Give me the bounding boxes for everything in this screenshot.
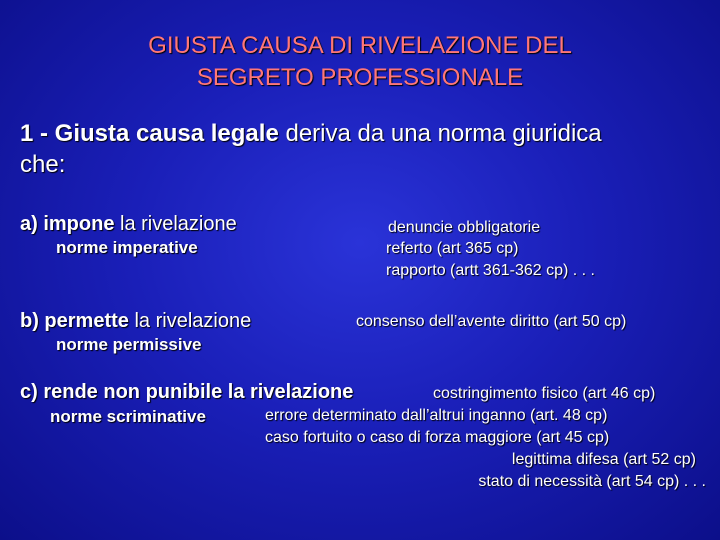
item-a-rest: la rivelazione: [120, 213, 237, 235]
intro-line-2: che:: [20, 151, 66, 178]
item-c-note-4: legittima difesa (art 52 cp): [511, 451, 696, 468]
item-a-heading: [20, 213, 237, 236]
item-a-sub: norme imperative: [56, 238, 198, 257]
item-c-note-1: costringimento fisico (art 46 cp): [433, 385, 656, 402]
item-c-note-3: caso fortuito o caso di forza maggiore (art 45 cp): [265, 429, 610, 446]
slide-title: [0, 30, 720, 94]
item-b-bold: b) permette: [20, 310, 129, 332]
intro-rest: deriva da una norma giuridica: [285, 120, 602, 147]
item-b-rest: la rivelazione: [134, 310, 252, 332]
intro-paragraph: [20, 118, 720, 180]
item-b-note-1: consenso dell’avente diritto (art 50 cp): [356, 313, 627, 330]
item-a-note-1: denuncie obbligatorie: [388, 219, 541, 236]
item-c-heading: c) rende non punibile la rivelazione: [20, 381, 354, 403]
item-a-note-3: rapporto (artt 361-362 cp) . . .: [386, 262, 595, 279]
item-a-bold: a) impone: [20, 213, 115, 235]
item-c-sub: norme scriminative: [50, 407, 206, 426]
item-a-note-2: referto (art 365 cp): [386, 240, 519, 257]
item-c-note-5: stato di necessità (art 54 cp) . . .: [478, 473, 706, 490]
item-b-sub: norme permissive: [56, 335, 202, 354]
title-line-2: SEGRETO PROFESSIONALE: [196, 64, 524, 91]
title-line-1: GIUSTA CAUSA DI RIVELAZIONE DEL: [148, 32, 572, 59]
intro-bold: 1 - Giusta causa legale: [20, 120, 279, 147]
item-c-note-2: errore determinato dall’altrui inganno (art. 48 cp): [265, 407, 608, 424]
item-b-heading: [20, 310, 251, 333]
